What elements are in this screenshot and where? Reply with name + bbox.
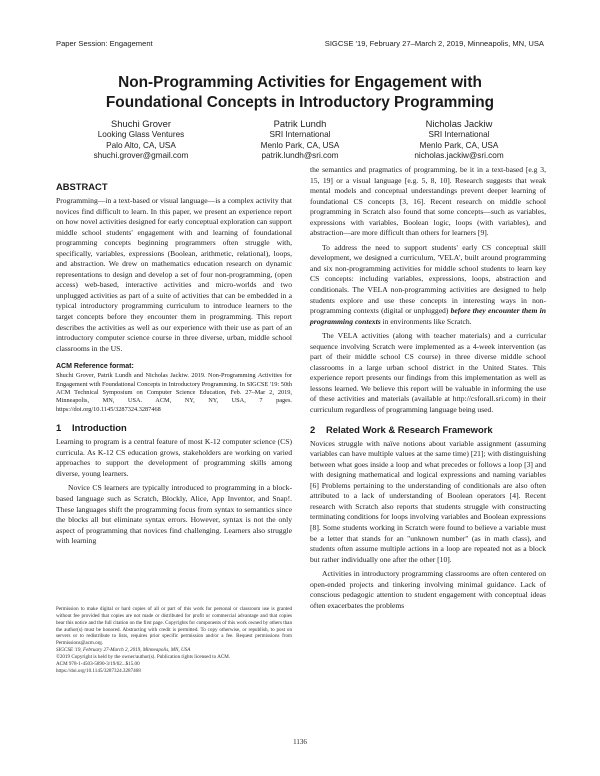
author-location: Menlo Park, CA, USA [419, 140, 499, 150]
running-header-left: Paper Session: Engagement [56, 39, 153, 48]
section-title: Related Work & Research Framework [326, 423, 493, 435]
intro-p4-start: To address the need to support students' early CS conceptual skill development, we designed a curriculum, 'VELA', built around programming and six non-programming activities for middle school students to learn key CS concepts: including variables, expressions, loops, abstraction and conditionals. The VELA non-programming activities are designed to help students explore and use these concepts in interesting ways in non-programming contexts (digital or unplugged) [310, 242, 546, 316]
right-column [310, 165, 546, 611]
acm-reference-heading: ACM Reference format: [56, 363, 134, 371]
author-name: Nicholas Jackiw [425, 118, 493, 129]
acm-reference-text: Shuchi Grover, Patrik Lundh and Nicholas Jackiw. 2019. Non-Programming Activities for Engagement with Foundational Concepts in Introductory Programming. In SIGCSE '19: 50th ACM Technical Symposium on Computer Science Education, Feb. 27–Mar 2, 2019, Minneapolis, MN, USA. ACM, NY, NY, USA, 7 pages. https://doi.org/10.1145/3287324.3287468 [56, 372, 292, 413]
intro-paragraph-2: Novice CS learners are typically introduced to programming in a block-based language such as Scratch, Blockly, Alice, App Inventor, and Snap!. These languages shift the programming focus from syntax to semantics since the blocks all but eliminate syntax errors. However, syntax is not the only aspect of programming that novices find challenging. Learners also struggle with learning [56, 483, 292, 546]
intro-paragraph-4 [310, 243, 546, 327]
section-number: 1 [56, 422, 62, 434]
author-email: patrik.lundh@sri.com [261, 151, 339, 161]
section-title: Introduction [72, 422, 127, 434]
author-affiliation: Looking Glass Ventures [97, 130, 185, 139]
author-name: Patrik Lundh [273, 118, 327, 129]
title-line-1: Non-Programming Activities for Engagement with [118, 74, 482, 91]
running-header-right: SIGCSE '19, February 27–March 2, 2019, Minneapolis, MN, USA [324, 39, 544, 48]
abstract-heading: ABSTRACT [56, 181, 108, 192]
author-location: Palo Alto, CA, USA [106, 140, 176, 150]
permission-doi: https://doi.org/10.1145/3287324.3287468 [56, 667, 141, 674]
author-affiliation: SRI International [269, 130, 331, 139]
author-location: Menlo Park, CA, USA [260, 140, 340, 150]
author-email: nicholas.jackiw@sri.com [414, 151, 504, 161]
related-paragraph-1: Novices struggle with naïve notions about variable assignment (assuming variables can have multiple values at the same time) [21]; with distinguishing between what goes inside a loop and what precedes or follows a loop [3] and with designing mathematical and logical expressions and naming variables [6] Problems pertaining to the understanding of conditionals are also often attributed to a lack of understanding of Boolean operators [4]. Recent research with Scratch also reports that students struggle with constructing terminating conditions for loops involving variables and Boolean expressions [8]. Some students working in Scratch were found to believe a variable must be a letter that stands for an "unknown number" (as in math class), and students often assume multiple actions in a loop are repeated not as a block but rather individually one after the other [10]. [310, 438, 546, 564]
author-email: shuchi.grover@gmail.com [93, 151, 189, 161]
author-name: Shuchi Grover [111, 118, 171, 129]
intro-paragraph-3: the semantics and pragmatics of programming, be it in a text-based [e.g 3, 15, 19] or a visual language [e.g. 5, 8, 10]. Research suggests that weak mental models and conceptual understandings prevent deeper learning of foundational CS concepts [3, 16]. Recent research on middle school programming in Scratch also found that some concepts—such as variables, expressions with variables, Boolean logic, loops (with variables), and abstraction—are more difficult than others for learners [9]. [310, 165, 546, 238]
left-column [56, 181, 292, 547]
title-line-2: Foundational Concepts in Introductory Programming [105, 94, 495, 111]
related-paragraph-2: Activities in introductory programming classrooms are often centered on open-ended projects and tinkering involving minimal guidance. Lack of conscious pedagogic attention to student engagement with conceptual ideas often exacerbates the problems [310, 569, 546, 610]
permission-copyright: ©2019 Copyright is held by the owner/author(s). Publication rights licensed to ACM. [56, 653, 231, 660]
intro-p4-end: in environments like Scratch. [380, 316, 472, 326]
section-1-heading [56, 422, 292, 434]
intro-paragraph-5: The VELA activities (along with teacher materials) and a curricular sequence involving Scratch were implemented as a 4-week intervention (as part of their middle school CS course) in three diverse middle school classrooms in a large urban school district in the United States. This experience report presents our findings from this implementation as well as lessons learned. We believe this report will be valuable in informing the use of these activities and materials (available at http://csforall.sri.com) in their curriculum regardless of programming language being used. [310, 331, 546, 415]
permission-conf: SIGCSE '19, February 27-March 2, 2019, Minneapolis, MN, USA [56, 647, 191, 654]
intro-p4-emphasis: before they encounter them in programming contexts [310, 306, 547, 326]
author-3 [374, 118, 544, 162]
abstract-text: Programming—in a text-based or visual language—is a complex activity that novices find difficult to learn. In this paper, we present an experience report on how novel activities designed for early conceptual exploration can support middle school students' engagement with and learning of foundational programming concepts beginning programmers often struggle with, specifically, variables, expressions (Boolean, arithmetic, relational), loops, and abstraction. We drew on mathematics education research on dynamic representations to design and develop a set of four non-programming, (open access) web-based, interactive activities and micro-worlds and two unplugged activities as part of a suite of activities that can be embedded in a typical introductory programming curriculum to introduce learners to the target concepts before they encounter them in programming. This report describes the activities as well as our experience with their use as part of an introductory computer science course in three diverse, urban, middle school classrooms in the US. [56, 196, 292, 353]
page-number: 1136 [293, 738, 307, 746]
author-affiliation: SRI International [428, 130, 490, 139]
paper-title [40, 73, 560, 113]
permission-isbn: ACM 978-1-4503-5890-3/19/02...$15.00 [56, 660, 140, 667]
permission-text: Permission to make digital or hard copies of all or part of this work for personal or classroom use is granted without fee provided that copies are not made or distributed for profit or commercial advantage and that copies bear this notice and the full citation on the first page. Copyrights for components of this work owned by others than the author(s) must be honored. Abstracting with credit is permitted. To copy otherwise, or republish, to post on servers or to redistribute to lists, requires prior specific permission and/or a fee. Request permissions from Permissions@acm.org. [56, 606, 292, 647]
author-1 [56, 118, 226, 162]
author-block [56, 118, 544, 166]
section-number: 2 [310, 423, 316, 435]
intro-paragraph-1: Learning to program is a central feature of most K-12 computer science (CS) curricula. As K-12 CS education grows, stakeholders are working on varied approaches to support the development of programming skills among diverse, young learners. [56, 437, 292, 478]
section-2-heading [310, 424, 546, 436]
permission-notice [56, 606, 292, 674]
author-2 [215, 118, 385, 162]
